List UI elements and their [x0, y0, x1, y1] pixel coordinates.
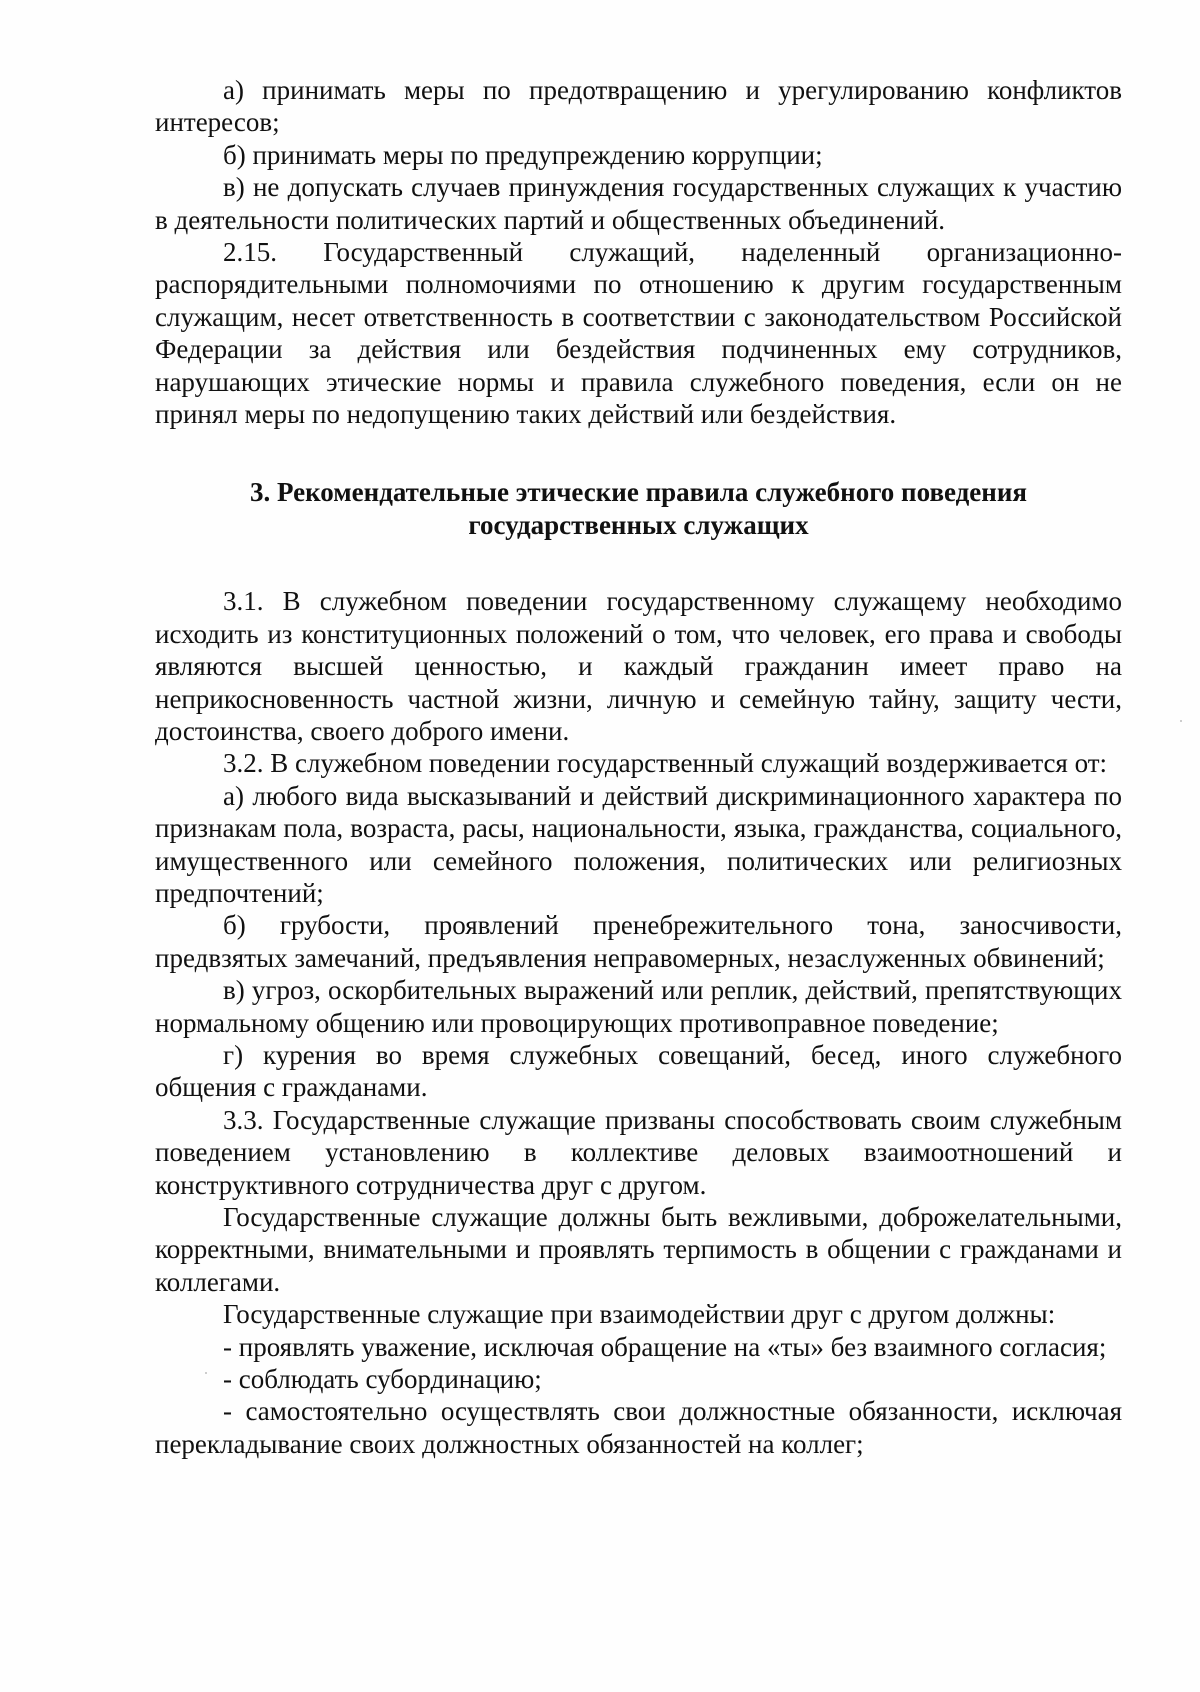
paragraph: б) принимать меры по предупреждению коррупции; [223, 139, 823, 170]
paragraph: 2.15. Государственный служащий, наделенный организационно-распорядительными полномочиями по отношению к другим государственным служащим, несет ответственность в соответствии с законодательством Российской Федерации за действия или бездействия подчиненных ему сотрудников, нарушающих этические нормы и правила служебного поведения, если он не принял меры по недопущению таких действий или бездействия. [155, 237, 1122, 430]
section-heading-line: государственных служащих [468, 509, 809, 540]
paragraph: а) принимать меры по предотвращению и урегулированию конфликтов интересов; [155, 75, 1122, 138]
paragraph: б) грубости, проявлений пренебрежительного тона, заносчивости, предвзятых замечаний, предъявления неправомерных, незаслуженных обвинений; [155, 910, 1122, 973]
paragraph: Государственные служащие при взаимодействии друг с другом должны: [223, 1299, 1056, 1330]
paragraph: а) любого вида высказываний и действий дискриминационного характера по признакам пола, возраста, расы, национальности, языка, гражданства, социального, имущественного или семейного положения, политических или религиозных предпочтений; [155, 780, 1122, 908]
scan-speck [1180, 720, 1182, 722]
paragraph: г) курения во время служебных совещаний, бесед, иного служебного общения с гражданами. [155, 1039, 1122, 1103]
paragraph: - проявлять уважение, исключая обращение на «ты» без взаимного согласия; [223, 1331, 1107, 1362]
paragraph: - самостоятельно осуществлять свои должностные обязанности, исключая перекладывание своих должностных обязанностей на коллег; [155, 1396, 1122, 1459]
paragraph: 3.1. В служебном поведении государственному служащему необходимо исходить из конституционных положений о том, что человек, его права и свободы являются высшей ценностью, и каждый гражданин имеет право на неприкосновенность частной жизни, личную и семейную тайну, защиту чести, достоинства, своего доброго имени. [155, 586, 1122, 746]
paragraph: - соблюдать субординацию; [223, 1364, 542, 1395]
paragraph: Государственные служащие должны быть вежливыми, доброжелательными, корректными, внимательными и проявлять терпимость в общении с гражданами и коллегами. [155, 1202, 1122, 1297]
section-heading-line: 3. Рекомендательные этические правила служебного поведения [249, 477, 1028, 508]
document-body [155, 74, 1122, 1460]
paragraph: 3.2. В служебном поведении государственный служащий воздерживается от: [223, 748, 1108, 779]
section-heading [195, 476, 1082, 541]
paragraph: в) не допускать случаев принуждения государственных служащих к участию в деятельности политических партий и общественных объединений. [155, 172, 1122, 235]
paragraph: 3.3. Государственные служащие призваны способствовать своим служебным поведением установлению в коллективе деловых взаимоотношений и конструктивного сотрудничества друг с другом. [155, 1104, 1122, 1200]
paragraph: в) угроз, оскорбительных выражений или реплик, действий, препятствующих нормальному общению или провоцирующих противоправное поведение; [155, 975, 1122, 1038]
scan-speck [205, 1372, 207, 1374]
